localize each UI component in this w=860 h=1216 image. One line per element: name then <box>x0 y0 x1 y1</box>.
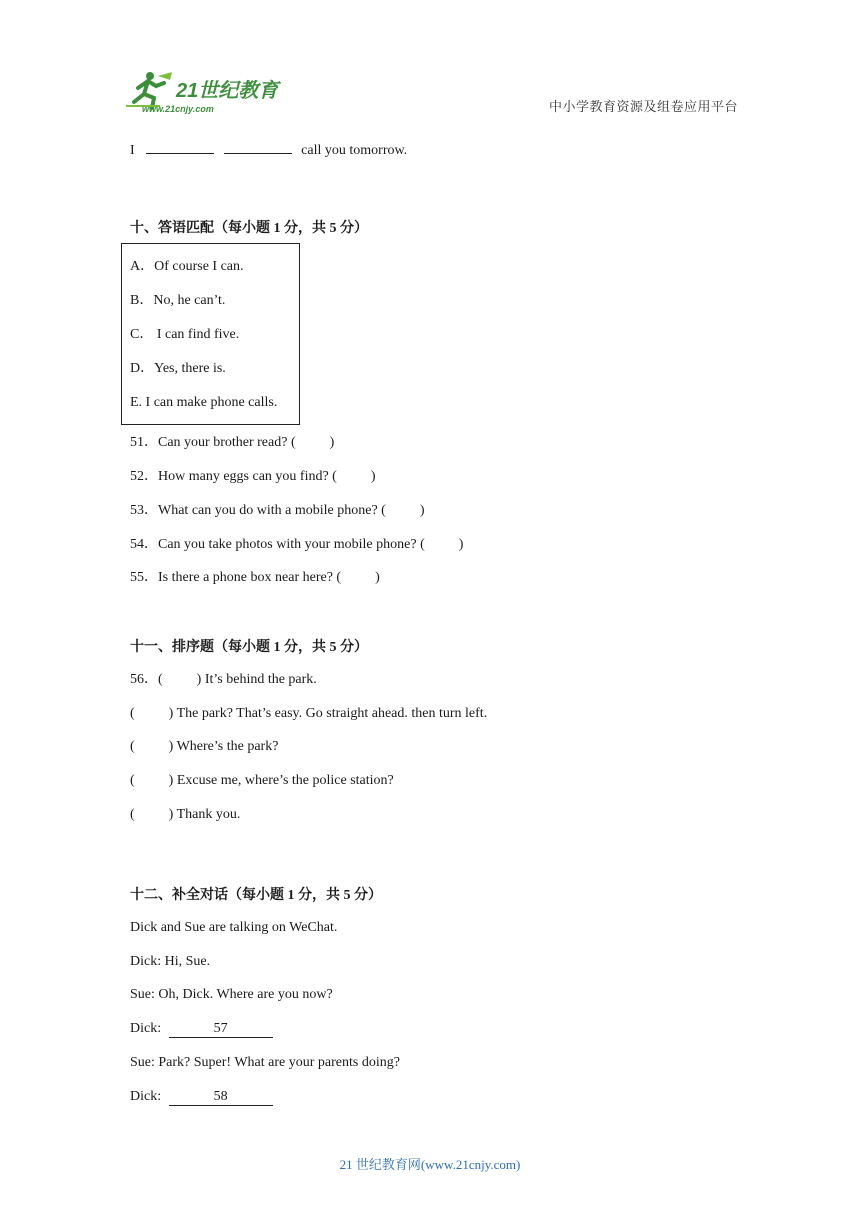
open-paren: ( <box>130 706 135 721</box>
answer-blank-1[interactable] <box>146 139 214 154</box>
speaker-label: Dick: <box>130 1021 162 1036</box>
ordering-line <box>130 738 278 756</box>
answer-blank-57[interactable]: 57 <box>169 1021 273 1038</box>
open-paren: ( <box>130 739 135 754</box>
section-12-title: 十二、补全对话（每小题 1 分，共 5 分） <box>130 888 382 903</box>
ordering-text: ) Excuse me, where’s the police station? <box>168 773 394 788</box>
close-paren: ) <box>375 570 380 585</box>
logo-text: 21世纪教育 <box>176 80 279 102</box>
option-e: E. I can make phone calls. <box>130 395 278 410</box>
section-11-title: 十一、排序题（每小题 1 分，共 5 分） <box>130 640 368 655</box>
section-10-title: 十、答语匹配（每小题 1 分，共 5 分） <box>130 221 368 236</box>
close-paren: ) <box>458 537 464 552</box>
dialogue-blank-57 <box>130 1020 273 1038</box>
dialogue-blank-58 <box>130 1088 273 1106</box>
answer-blank-58[interactable]: 58 <box>169 1089 273 1106</box>
question-51 <box>130 434 334 452</box>
dialogue-line: Dick: Hi, Sue. <box>130 954 211 969</box>
dialogue-line: Sue: Park? Super! What are your parents doing? <box>130 1055 400 1070</box>
fill-line-end: call you tomorrow. <box>301 143 408 158</box>
ordering-text: ) It’s behind the park. <box>196 672 317 687</box>
question-text: 53．What can you do with a mobile phone? ( <box>130 503 386 518</box>
ordering-text: ) The park? That’s easy. Go straight ahead. then turn left. <box>168 706 488 721</box>
option-a: A．Of course I can. <box>130 259 244 274</box>
close-paren: ) <box>419 503 425 518</box>
speaker-label: Dick: <box>130 1089 162 1104</box>
site-logo <box>120 66 290 116</box>
ordering-line <box>130 705 487 723</box>
fill-line-start: I <box>130 143 135 158</box>
open-paren: 56．( <box>130 672 163 687</box>
question-text: 52．How many eggs can you find? ( <box>130 469 337 484</box>
logo-url: www.21cnjy.com <box>142 104 214 114</box>
option-b: B．No, he can’t. <box>130 293 226 308</box>
ordering-text: ) Where’s the park? <box>168 739 279 754</box>
question-52 <box>130 468 376 486</box>
fill-in-line <box>130 139 407 160</box>
option-c: C． I can find five. <box>130 327 240 342</box>
open-paren: ( <box>130 773 135 788</box>
footer-link[interactable]: 21 世纪教育网(www.21cnjy.com) <box>339 1157 521 1172</box>
dialogue-line: Sue: Oh, Dick. Where are you now? <box>130 987 333 1002</box>
close-paren: ) <box>370 469 376 484</box>
ordering-line <box>130 806 240 824</box>
question-53 <box>130 502 425 520</box>
dialogue-intro: Dick and Sue are talking on WeChat. <box>130 920 338 935</box>
question-54 <box>130 536 463 554</box>
answer-blank-2[interactable] <box>224 139 292 154</box>
ordering-text: ) Thank you. <box>168 807 241 822</box>
close-paren: ) <box>329 435 335 450</box>
question-55 <box>130 569 380 587</box>
open-paren: ( <box>130 807 135 822</box>
header-platform-text: 中小学教育资源及组卷应用平台 <box>549 99 739 114</box>
ordering-line <box>130 772 394 790</box>
question-text: 54．Can you take photos with your mobile phone? ( <box>130 537 425 552</box>
ordering-line-56 <box>130 671 317 689</box>
option-d: D．Yes, there is. <box>130 361 226 376</box>
question-text: 55．Is there a phone box near here? ( <box>130 570 342 585</box>
question-text: 51．Can your brother read? ( <box>130 435 296 450</box>
